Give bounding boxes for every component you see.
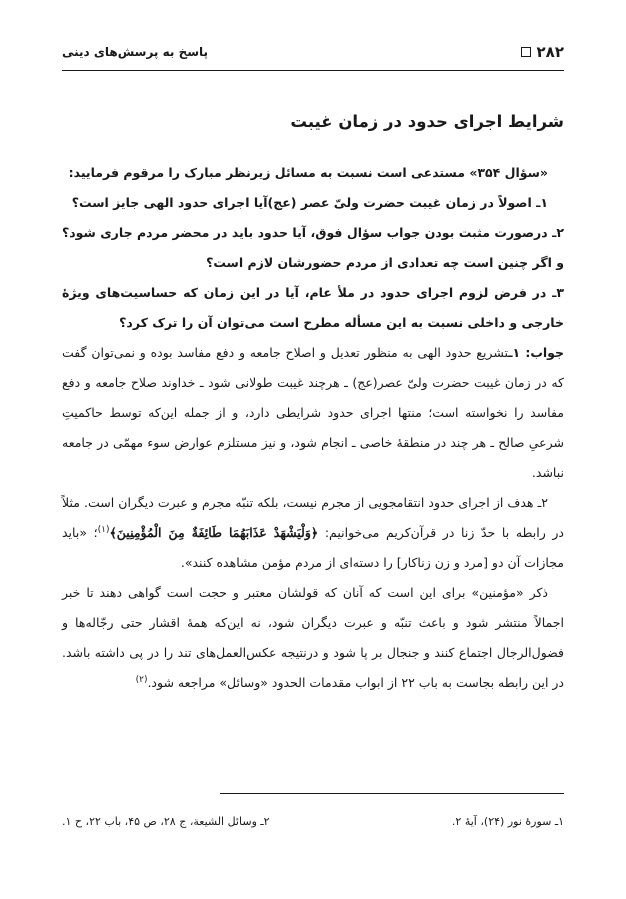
answer-text-3: ذکر «مؤمنین» برای این است که آنان که قولشان معتبر و حجت است گواهی دهند تا خبر اجمالاً منتشر شود و باعث تنبّه و عبرت دیگران شود، نه این‌که همهٔ اقشار حتی رجّاله‌ها و فضول‌الرجال اجتماع کنند و جنجال بر پا شود و درنتیجه عکس‌العمل‌های تند را در پی داشته باشد. در این رابطه بجاست به باب ۲۲ از ابواب مقدمات الحدود «وسائل» مراجعه شود. — [62, 585, 564, 690]
footnote-ref-2[interactable]: (۲) — [135, 674, 148, 685]
answer-paragraph-2 — [62, 488, 564, 578]
page-number: ۲۸۲ — [536, 43, 564, 61]
answer-label: جواب: ۱ـ — [508, 345, 565, 360]
book-title: پاسخ به پرسش‌های دینی — [62, 45, 209, 59]
question-item-1: ۱ـ اصولاً در زمان غیبت حضرت ولیّ عصر (عج)آیا اجرای حدود الهی جایز است؟ — [71, 195, 548, 210]
answer-text-1: تشریع حدود الهی به منظور تعدیل و اصلاح جامعه و دفع مفاسد بوده و نمی‌توان گفت که در زمان غیبت حضرت ولیّ عصر(عج) ـ هرچند غیبت طولانی شود ـ خداوند صلاح جامعه و دفع مفاسد را نخواسته است؛ منتها اجرای حدود شرایطی دارد، و از جمله این‌که توسط حاکمیتِ شرعیِ صالح ـ هر چند در منطقهٔ خاصی ـ انجام شود، و نیز مستلزم عوارض سوء مهمّی در جامعه نباشد. — [62, 345, 564, 480]
footnote-2: ۲ـ وسائل الشیعة، ج ۲۸، ص ۴۵، باب ۲۲، ح ۱. — [62, 815, 270, 828]
question-item-3: ۳ـ در فرض لزوم اجرای حدود در ملأ عام، آیا در این زمان که حساسیت‌های ویژهٔ خارجی و داخلی نسبت به این مسأله مطرح است می‌توان آن را ترک کرد؟ — [62, 285, 564, 330]
answer-text-2b: ؛ «باید مجازات آن دو [مرد و زن زناکار] را دسته‌ای از مردم مؤمن مشاهده کنند». — [62, 525, 564, 570]
main-content — [62, 108, 564, 698]
square-ornament-icon — [521, 47, 531, 57]
footnote-divider — [220, 793, 564, 794]
running-header — [62, 40, 564, 64]
answer-paragraph-3 — [62, 578, 564, 698]
footnotes — [62, 815, 564, 828]
question-item-2: ۲ـ درصورت مثبت بودن جواب سؤال فوق، آیا حدود باید در محضر مردم جاری شود؟ و اگر چنین است چه تعدادی از مردم حضورشان لازم است؟ — [62, 225, 564, 270]
footnote-ref-1[interactable]: (۱) — [97, 524, 110, 535]
section-title: شرایط اجرای حدود در زمان غیبت — [290, 112, 564, 131]
question-intro: «سؤال ۳۵۴» مستدعی است نسبت به مسائل زیرنظر مبارک را مرقوم فرمایید: — [68, 165, 548, 180]
page-number-block — [521, 43, 564, 61]
header-divider — [62, 70, 564, 71]
quran-verse: ﴿وَلْيَشْهَدْ عَذَابَهُمَا طَائِفَةٌ مِنَ الْمُؤْمِنِينَ﴾ — [109, 525, 319, 540]
answer-text-2a: ۲ـ هدف از اجرای حدود انتقامجویی از مجرم نیست، بلکه تنبّه مجرم و عبرت دیگران است. مثلاً در رابطه با حدّ زنا در قرآن‌کریم می‌خوانیم: — [62, 495, 564, 540]
footnote-1: ۱ـ سورهٔ نور (۲۴)، آیهٔ ۲. — [451, 815, 564, 828]
answer-paragraph-1 — [62, 338, 564, 488]
